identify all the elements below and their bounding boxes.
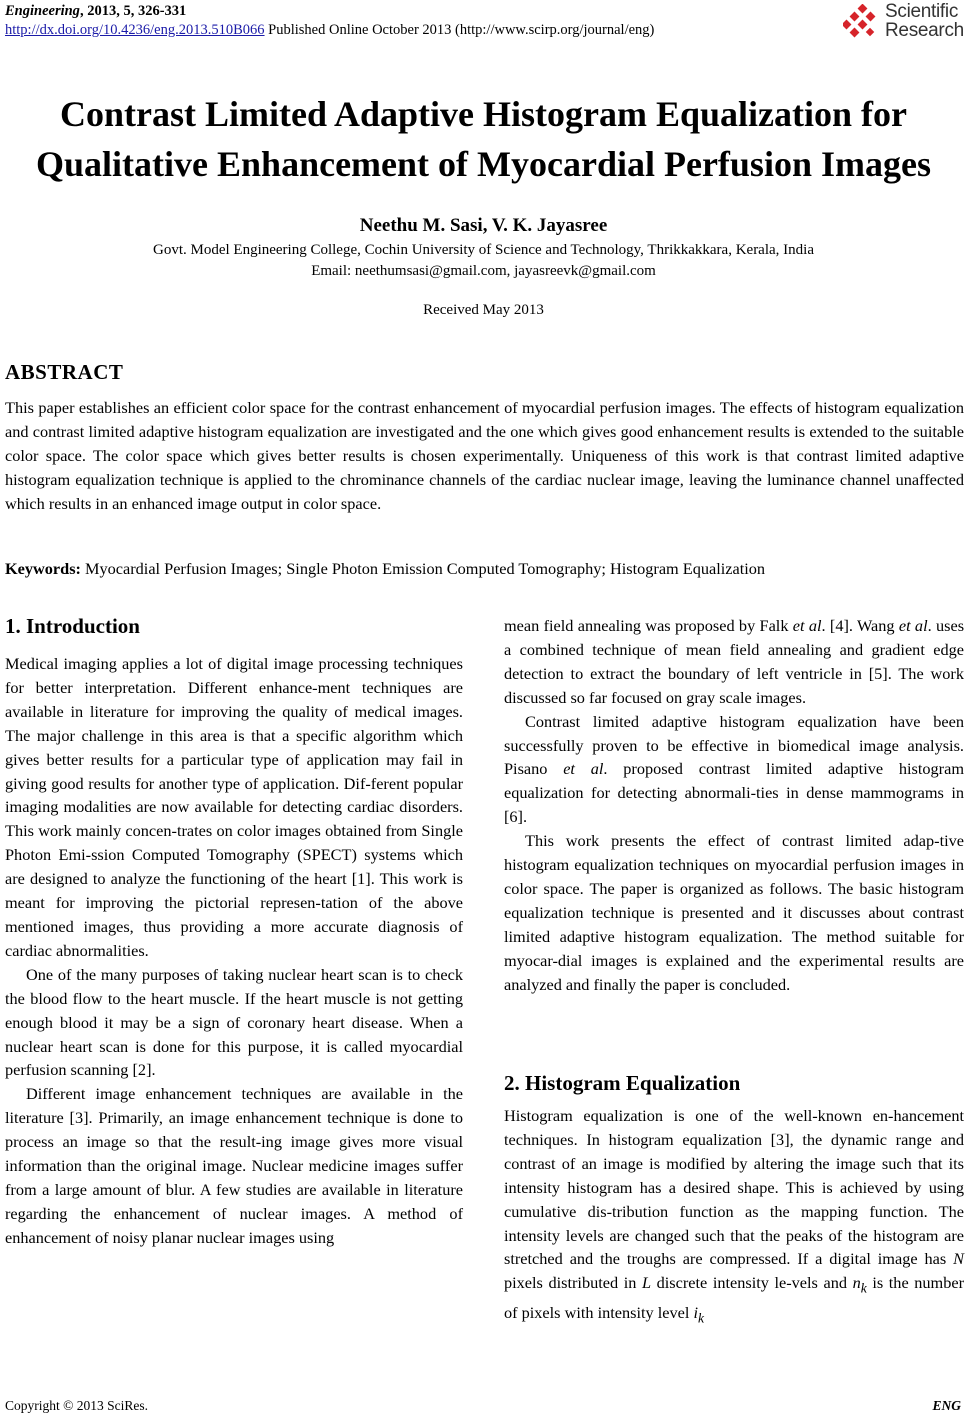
footer-journal: ENG <box>932 1398 961 1413</box>
abstract-text: This paper establishes an efficient color space for the contrast enhancement of myocardial perfusion images. The effects of histogram equalization and contrast limited adaptive histogram equalization are investigated and the one which gives good enhancement results is extended to the suitable color space. The color space which gives better results is chosen experimentally. Uniqueness of this work is that contrast limited adaptive histogram equalization technique is applied to the chrominance channels of the cardiac nuclear image, leaving the luminance channel unaffected which results in an enhanced image output in color space. <box>5 398 964 514</box>
authors: Neethu M. Sasi, V. K. Jayasree <box>359 215 608 236</box>
section-heading-histogram-equalization: 2. Histogram Equalization <box>504 1071 741 1095</box>
math-var: L <box>641 1273 652 1293</box>
email: Email: neethumsasi@gmail.com, jayasreevk@gmail.com <box>311 263 656 279</box>
citation-line <box>5 2 654 21</box>
left-column <box>5 652 463 1250</box>
keywords <box>5 559 964 579</box>
paragraph <box>504 1104 964 1330</box>
right-column <box>504 614 964 997</box>
section-heading-introduction: 1. Introduction <box>5 614 140 638</box>
logo-line-1: Scientific <box>885 1 959 22</box>
doi-link[interactable]: http://dx.doi.org/10.4236/eng.2013.510B066 <box>5 22 265 38</box>
doi-line <box>5 21 654 40</box>
publisher-logo <box>843 1 964 44</box>
right-column-lower <box>504 1104 964 1330</box>
title-line-1: Contrast Limited Adaptive Histogram Equalization for <box>60 94 907 134</box>
published-info: Published Online October 2013 (http://www.scirp.org/journal/eng) <box>264 22 655 38</box>
math-subscript: k <box>860 1280 867 1296</box>
text-run-italic: et al <box>792 616 822 635</box>
text-run-italic: et al <box>898 616 928 635</box>
text-run: Histogram equalization is one of the well-known en-hancement techniques. In histogram equalization [3], the dynamic range and contrast of an image is modified by altering the image such that its intensity histogram has a desired shape. This is achieved by using cumulative dis-tribution function as the mapping function. The intensity levels are changed such that the peaks of the histogram are stretched and the troughs are compressed. If a digital image has <box>504 1106 964 1269</box>
paragraph: One of the many purposes of taking nuclear heart scan is to check the blood flow to the heart muscle. If the heart muscle is not getting enough blood it may be a sign of coronary heart disease. When a nuclear heart scan is done for this purpose, it is called myocardial perfusion scanning [2]. <box>5 964 463 1080</box>
citation: , 2013, 5, 326-331 <box>79 3 187 19</box>
text-run: . [4]. Wang <box>821 616 899 635</box>
paragraph: This work presents the effect of contrast limited adap-tive histogram equalization techniques on myocardial perfusion images in color space. The paper is organized as follows. The basic histogram equalization technique is presented and it discusses about contrast limited adaptive histogram equalization. The method suitable for myocar-dial images is explained and the experimental results are analyzed and finally the paper is concluded. <box>504 831 964 994</box>
logo-line-2: Research <box>885 20 964 41</box>
paper-title <box>0 89 967 189</box>
title-line-2: Qualitative Enhancement of Myocardial Perfusion Images <box>36 144 931 184</box>
footer-copyright: Copyright © 2013 SciRes. <box>5 1398 149 1413</box>
journal-name: Engineering <box>5 3 80 19</box>
math-var: N <box>953 1249 964 1269</box>
text-run: pixels distributed in <box>504 1273 642 1293</box>
keywords-list: Myocardial Perfusion Images; Single Photon Emission Computed Tomography; Histogram Equalization <box>80 559 766 578</box>
paragraph: Medical imaging applies a lot of digital image processing techniques for better interpretation. Different enhance-ment techniques are available in literature for improving the quality of medical images. The major challenge in this area is that a specific algorithm which gives better results for a particular type of application may fail in giving good results for another type of application. Dif-ferent popular imaging modalities are now available for detecting cardiac disorders. This work mainly concen-trates on color images obtained from Single Photon Emi-ssion Computed Tomography (SPECT) systems which are designed to analyze the functioning of the heart [1]. This work is meant for improving the pictorial represen-tation of the above mentioned images, thus providing a more accurate diagnosis of cardiac abnormalities. <box>5 654 463 960</box>
paragraph: Different image enhancement techniques are available in the literature [3]. Primarily, an image enhancement technique is done to process an image so that the result-ing image gives more visual information than the original image. Nuclear medicine images suffer from a large amount of blur. A few studies are available in literature regarding the enhancement of nuclear images. A method of enhancement of noisy planar nuclear images using <box>5 1084 463 1247</box>
text-run: . proposed contrast limited adaptive histogram equalization for detecting abnormali-ties in dense mammograms in [6]. <box>504 759 964 827</box>
text-run: . uses a combined technique of mean field annealing and gradient edge detection to extract the boundary of left ventricle in [5]. The work discussed so far focused on gray scale images. <box>504 616 965 707</box>
affiliation: Govt. Model Engineering College, Cochin University of Science and Technology, Thrikkakkara, Kerala, India <box>153 242 814 258</box>
text-run: mean field annealing was proposed by Falk <box>504 616 793 635</box>
math-var: i <box>693 1302 698 1322</box>
text-run-italic: et al <box>563 759 604 779</box>
scirp-logo-icon <box>843 4 881 42</box>
affiliation-block <box>0 240 967 282</box>
text-run: Contrast limited adaptive histogram equalization have been successfully proven to be effective in biomedical image analysis. Pisano <box>504 711 964 779</box>
received-date: Received May 2013 <box>423 302 544 318</box>
abstract-heading: ABSTRACT <box>5 360 124 384</box>
paragraph <box>504 710 964 830</box>
paragraph <box>504 614 964 710</box>
math-subscript: k <box>698 1309 705 1325</box>
keywords-label: Keywords: <box>5 559 81 578</box>
logo-text <box>885 2 964 40</box>
math-var: n <box>852 1273 861 1293</box>
journal-header <box>5 2 654 40</box>
text-run: is the number of pixels with intensity level <box>504 1273 964 1322</box>
text-run: discrete intensity le-vels and <box>651 1273 853 1293</box>
